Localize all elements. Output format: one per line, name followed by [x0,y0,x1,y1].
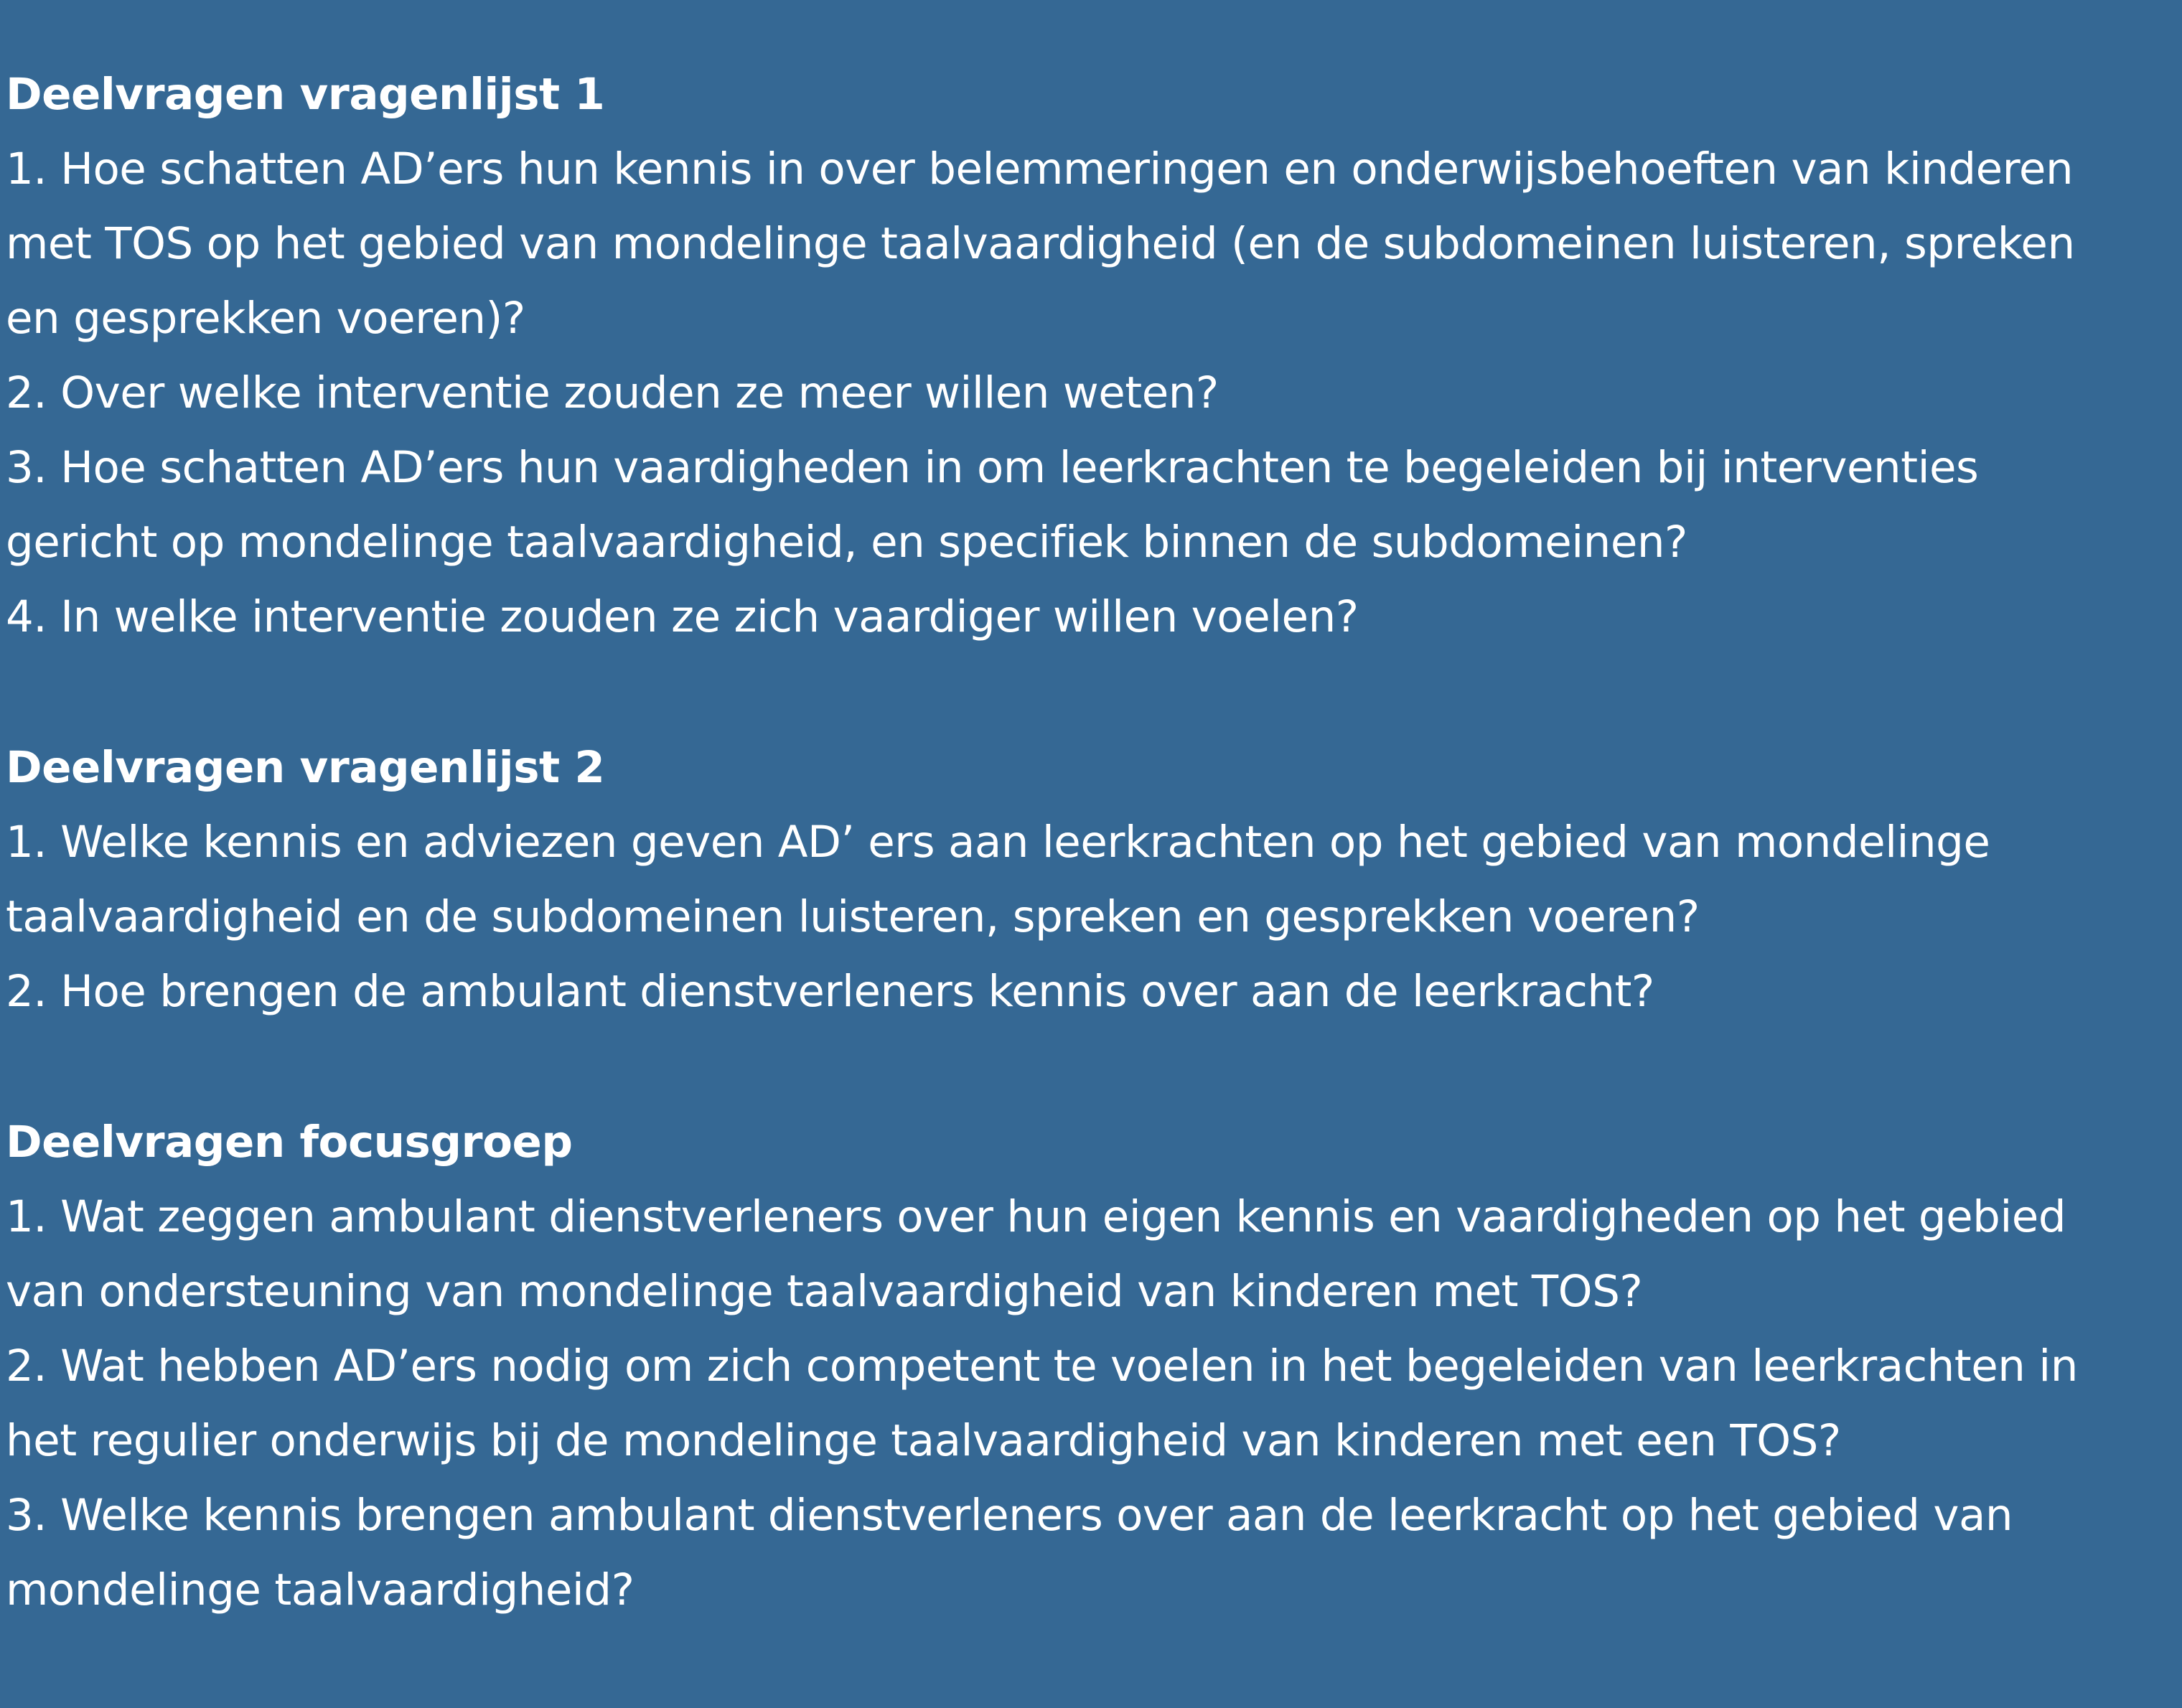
section-vragenlijst-2 [6,731,2182,1029]
question-line: met TOS op het gebied van mondelinge taalvaardigheid (en de subdomeinen luisteren, spreken [6,218,2075,269]
question-line: 2. Over welke interventie zouden ze meer willen weten? [6,367,1219,418]
section-heading: Deelvragen focusgroep [6,1117,573,1168]
question-line: 2. Wat hebben AD’ers nodig om zich competent te voelen in het begeleiden van leerkrachten in [6,1341,2078,1392]
question-line: 1. Hoe schatten AD’ers hun kennis in over belemmeringen en onderwijsbehoeften van kinderen [6,144,2074,194]
question-line: 1. Wat zeggen ambulant dienstverleners over hun eigen kennis en vaardigheden op het gebied [6,1191,2066,1242]
question-line: taalvaardigheid en de subdomeinen luisteren, spreken en gesprekken voeren? [6,891,1700,942]
question-line: 3. Welke kennis brengen ambulant dienstverleners over aan de leerkracht op het gebied van [6,1490,2013,1541]
question-line: van ondersteuning van mondelinge taalvaardigheid van kinderen met TOS? [6,1266,1643,1317]
section-heading: Deelvragen vragenlijst 1 [6,69,605,120]
section-focusgroep [6,1105,2182,1628]
question-list [6,132,2182,654]
question-line: 4. In welke interventie zouden ze zich vaardiger willen voelen? [6,591,1359,642]
question-line: mondelinge taalvaardigheid? [6,1564,635,1615]
question-line: 2. Hoe brengen de ambulant dienstverleners kennis over aan de leerkracht? [6,966,1654,1017]
question-list [6,1180,2182,1628]
question-line: 1. Welke kennis en adviezen geven AD’ ers aan leerkrachten op het gebied van mondelinge [6,817,1990,868]
question-list [6,805,2182,1029]
question-line: 3. Hoe schatten AD’ers hun vaardigheden in om leerkrachten te begeleiden bij interventies [6,442,1979,493]
section-vragenlijst-1 [6,57,2182,654]
question-line: gericht op mondelinge taalvaardigheid, en specifiek binnen de subdomeinen? [6,517,1687,568]
question-line: en gesprekken voeren)? [6,293,525,344]
question-line: het regulier onderwijs bij de mondelinge taalvaardigheid van kinderen met een TOS? [6,1415,1841,1466]
section-heading: Deelvragen vragenlijst 2 [6,742,605,793]
